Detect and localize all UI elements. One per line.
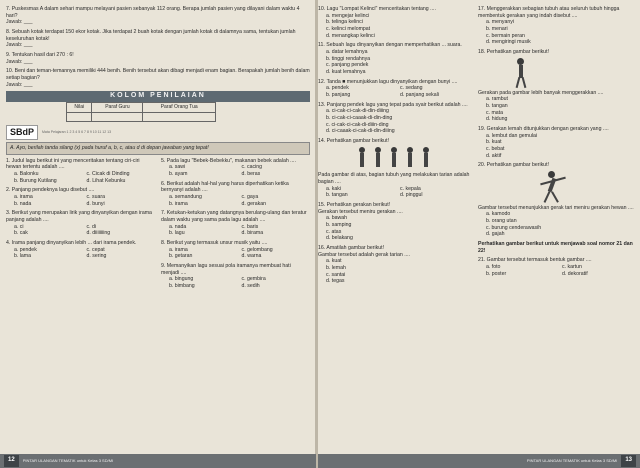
option[interactable]: b. poster — [486, 270, 507, 277]
option[interactable]: b. Burung Kutilang — [14, 177, 57, 184]
instruction-box: A. Ayo, berilah tanda silang (x) pada huruf a, b, c, atau d di depan jawaban yang tepat! — [6, 142, 310, 155]
option[interactable]: c. bermain peran — [486, 32, 525, 39]
option[interactable]: c. burung cenderawasih — [486, 224, 542, 231]
option[interactable]: b. orang utan — [486, 218, 517, 225]
mc-question-3: 3. Berikut yang merupakan lirik yang dinyanyikan dengan irama panjang adalah .... a. ci c. di b. cak d. diiiiiiiing — [6, 210, 155, 237]
option[interactable]: d. gajah — [486, 231, 505, 238]
option[interactable]: c. Cicak di Dinding — [86, 171, 130, 178]
option[interactable]: b. tangan — [326, 192, 348, 199]
option[interactable]: d. aktif — [486, 152, 502, 159]
option[interactable]: c. santai — [326, 271, 346, 278]
subject-header — [6, 125, 310, 141]
cell-nilai[interactable] — [67, 112, 92, 121]
option[interactable]: b. lama — [14, 253, 32, 260]
option[interactable]: c. panjang pendek — [326, 62, 369, 69]
option[interactable]: c. cepat — [86, 246, 105, 253]
mc-question-7: 7. Ketukan-ketukan yang datangnya berulang-ulang dan teratur dalam waktu yang sama pada lagu adalah .... a. nada c. baris b. lagu d. birama — [161, 210, 310, 237]
dancer-figure — [405, 147, 415, 169]
header-paraf-orang-tua: Paraf Orang Tua — [143, 103, 216, 112]
answer-line[interactable]: Jawab: ___ — [6, 19, 33, 26]
option[interactable]: b. ci-cak-ci-caaak-di-din-ding — [326, 114, 393, 121]
option[interactable]: d. sedih — [241, 282, 260, 289]
option[interactable]: d. tegas — [326, 278, 345, 285]
header-paraf-guru: Paraf Guru — [92, 103, 143, 112]
option[interactable]: b. cak — [14, 230, 28, 237]
page-number: 13 — [621, 455, 636, 467]
footer-right — [318, 454, 640, 468]
mc-question-12: 12. Tanda ■ menunjukkan lagu dinyanyikan dengan bunyi .... a. pendek c. sedang b. panjang d. panjang sekali — [318, 79, 470, 99]
option[interactable]: a. irama — [14, 194, 33, 201]
option[interactable]: d. warna — [241, 253, 262, 260]
instruction-21-22: Perhatikan gambar berikut untuk menjawab soal nomor 21 dan 22! — [478, 241, 633, 254]
option[interactable]: a. irama — [169, 246, 188, 253]
option[interactable]: c. kepala — [400, 185, 421, 192]
dancer-figure — [357, 147, 367, 169]
option[interactable]: a. ci — [14, 223, 24, 230]
mc-question-8: 8. Berikut yang termasuk unsur musik yaitu .... a. irama c. gelombang b. getaran d. warna — [161, 240, 310, 260]
subject-strip: Mata Pelajaran 1 2 3 4 5 6 7 8 9 10 11 12 13 — [42, 130, 112, 135]
option[interactable]: b. lemah — [326, 265, 346, 271]
option[interactable]: c. baris — [241, 223, 259, 230]
option[interactable]: d. belakang — [326, 235, 353, 242]
option[interactable]: b. tangan — [486, 102, 508, 109]
option[interactable]: b. panjang — [326, 91, 351, 98]
option[interactable]: d. sering — [86, 253, 107, 260]
mc-question-14: 14. Perhatikan gambar berikut! Pada gambar di atas, bagian tubuh yang melakukan tarian adalah bagian .... a. kaki c. kepala b. tangan d. pinggul — [318, 137, 470, 199]
option[interactable]: a. nada — [169, 223, 187, 230]
left-page — [6, 6, 310, 293]
option[interactable]: d. panjang sekali — [400, 91, 439, 98]
mc-column-left — [6, 158, 155, 293]
option[interactable]: d. kuat lemahnya — [326, 68, 366, 75]
option[interactable]: a. kamodo — [486, 211, 511, 218]
option[interactable]: c. mata — [486, 109, 504, 116]
option[interactable]: a. menyanyi — [486, 19, 514, 26]
option[interactable]: a. foto — [486, 264, 501, 271]
option[interactable]: b. ayam — [169, 171, 188, 178]
option[interactable]: a. mengejar kelinci — [326, 12, 370, 19]
option[interactable]: d. birama — [241, 230, 264, 237]
dancer-figure — [421, 147, 431, 169]
option[interactable]: b. lagu — [169, 230, 185, 237]
footer-text: PINTAR ULANGAN TEMATIK untuk Kelas 3 SD/MI — [526, 458, 618, 464]
option[interactable]: c. cacing — [241, 164, 262, 171]
right-page-column-2 — [478, 6, 634, 280]
option[interactable]: c. di — [86, 223, 97, 230]
option[interactable]: c. ci-cak-ci-cak-di-diiin-ding — [326, 121, 389, 128]
option[interactable]: b. nada — [14, 200, 32, 207]
mc-question-13: 13. Panjang pendek lagu yang tepat pada syair berikut adalah .... a. ci-cak-ci-cak-di-din-diiing b. ci-cak-ci-caaak-di-din-ding c. ci-cak-ci-cak-di-diiin-ding d. ci-caaak-ci-cak-di-din-diiing — [318, 102, 470, 135]
option[interactable]: d. hidung — [486, 116, 508, 123]
option[interactable]: c. atas — [326, 228, 342, 235]
option[interactable]: c. gaya — [241, 194, 259, 201]
mc-question-5: 5. Pada lagu "Bebek-Bebekku", makanan bebek adalah .... a. sawi c. cacing b. ayam d. beras — [161, 158, 310, 178]
right-page-column-1 — [318, 6, 470, 288]
cell-paraf-guru[interactable] — [92, 112, 143, 121]
option[interactable]: d. ci-caaak-ci-cak-di-din-diiing — [326, 128, 395, 135]
option[interactable]: a. sawi — [169, 164, 186, 171]
mc-question-6: 6. Berikut adalah hal-hal yang harus diperhatikan ketika bernyanyi adalah .... a. semandung c. gaya b. irama d. gerakan — [161, 181, 310, 208]
dancer-bird-pose-illustration — [536, 171, 576, 203]
option[interactable]: c. suara — [86, 194, 105, 201]
dancer-figure — [373, 147, 383, 169]
option[interactable]: d. menangkap kelinci — [326, 32, 375, 39]
option[interactable]: a. bawah — [326, 215, 348, 222]
option[interactable]: d. pinggul — [400, 192, 423, 199]
mc-question-19: 19. Gerakan lemah ditunjukkan dengan gerakan yang .... a. lembut dan gemulai b. kuat c. bebat d. aktif — [478, 126, 634, 159]
option[interactable]: b. samping — [326, 222, 352, 229]
question-7: 7. Puskesmas A dalam sehari mampu melayani pasien sebanyak 112 orang. Berapa jumlah pasien yang dilayani dalam waktu 4 hari? Jawab: ___ — [6, 6, 310, 26]
option[interactable]: c. sedang — [400, 85, 423, 92]
question-8: 8. Sebuah kotak terdapat 150 ekor kotak. Jika terdapat 2 buah kotak dengan jumlah kotak di dalamnya sama, tentukan jumlah keseluruhan kotak! Jawab: ___ — [6, 29, 310, 49]
footer-text: PINTAR ULANGAN TEMATIK untuk Kelas 3 SD/MI — [22, 458, 114, 464]
option[interactable]: c. kelinci melompat — [326, 25, 371, 32]
mc-question-11: 11. Sebuah lagu dinyanyikan dengan memperhatikan ... suara. a. datar lemahnya b. tinggi rendahnya c. panjang pendek d. kuat lemahnya — [318, 42, 470, 75]
option[interactable]: b. irama — [169, 200, 188, 207]
question-9: 9. Tentukan hasil dari 270 : 6! Jawab: ___ — [6, 52, 310, 65]
option[interactable]: d. beras — [241, 171, 261, 178]
option[interactable]: c. gelombang — [241, 246, 273, 253]
option[interactable]: d. bunyi — [86, 200, 105, 207]
option[interactable]: d. diiiiiiiing — [86, 230, 111, 237]
option[interactable]: a. lembut dan gemulai — [486, 132, 538, 139]
mc-question-9: 9. Memanyikan lagu sesuai pola iramanya membuat hati menjadi .... a. bingung c. gembira b. bimbang d. sedih — [161, 263, 310, 290]
option[interactable]: a. ci-cak-ci-cak-di-din-diiing — [326, 108, 389, 115]
option[interactable]: a. Balonku — [14, 171, 39, 178]
mc-question-4: 4. Irama panjang dinyanyikan lebih ... dari irama pendek. a. pendek c. cepat b. lama d. sering — [6, 240, 155, 260]
mc-question-16: 16. Amatilah gambar berikut! Gambar tersebut adalah gerak tarian .... a. kuat b. lemah c. santai d. tegas — [318, 245, 470, 285]
header-nilai: Nilai — [67, 103, 92, 112]
option[interactable]: c. kartun — [562, 264, 582, 271]
mc-column-right — [161, 158, 310, 293]
option[interactable]: d. dekoratif — [562, 270, 588, 277]
cell-paraf-orang-tua[interactable] — [143, 112, 216, 121]
mc-question-20: 20. Perhatikan gambar berikut! Gambar tersebut menunjukkan gerak tari meniru gerakan hewan .... a. kamodo b. orang utan c. burung cenderawasih d. gajah — [478, 162, 634, 238]
option[interactable]: a. rambut — [486, 96, 508, 103]
option[interactable]: b. telinga kelinci — [326, 19, 363, 26]
mc-question-15: 15. Perhatikan gerakan berikut! Gerakan tersebut meniru gerakan .... a. bawah b. samping c. atas d. belakang — [318, 202, 470, 242]
page-number: 12 — [4, 455, 19, 467]
answer-line[interactable]: Jawab: ___ — [6, 81, 33, 88]
option[interactable]: a. datar lemahnya — [326, 48, 368, 55]
subject-logo: SBdP — [6, 125, 38, 141]
option[interactable]: a. bingung — [169, 276, 194, 283]
mc-columns — [6, 158, 310, 293]
assessment-banner: KOLOM PENILAIAN — [6, 91, 310, 102]
option[interactable]: b. getaran — [169, 253, 193, 260]
footer-left — [0, 454, 316, 468]
dancer-illustration — [508, 58, 534, 88]
option[interactable]: b. tinggi rendahnya — [326, 55, 371, 62]
option[interactable]: a. kaki — [326, 185, 341, 192]
option[interactable]: c. bebat — [486, 145, 505, 152]
dancer-figure — [389, 147, 399, 169]
mc-question-2: 2. Panjang pendeknya lagu disebut .... a. irama c. suara b. nada d. bunyi — [6, 187, 155, 207]
option[interactable]: b. menari — [486, 25, 508, 32]
option[interactable]: d. mengiringi musik — [486, 39, 531, 46]
answer-line[interactable]: Jawab: ___ — [6, 58, 33, 65]
mc-question-21: 21. Gambar tersebut termasuk bentuk gambar .... a. foto c. kartun b. poster d. dekoratif — [478, 257, 634, 277]
mc-question-10: 10. Lagu "Lompat Kelinci" menceritakan tentang .... a. mengejar kelinci b. telinga kelinci c. kelinci melompat d. menangkap kelinci — [318, 6, 470, 39]
dancers-illustration — [318, 147, 470, 169]
option[interactable]: b. bimbang — [169, 282, 195, 289]
option[interactable]: a. semandung — [169, 194, 202, 201]
answer-line[interactable]: Jawab: ___ — [6, 42, 33, 49]
mc-question-18: 18. Perhatikan gambar berikut! Gerakan pada gambar lebih banyak menggerakkan .... a. rambut b. tangan c. mata d. hidung — [478, 49, 634, 123]
option[interactable]: d. gerakan — [241, 200, 267, 207]
option[interactable]: c. gembira — [241, 276, 266, 283]
option[interactable]: d. Lihat Kebunku — [86, 177, 126, 184]
option[interactable]: b. kuat — [486, 139, 502, 146]
question-10: 10. Beni dan teman-temannya memiliki 444 benih. Benih tersebut akan dibagi menjadi enam bagian. Berapakah jumlah benih dalam setiap bagian? Jawab: ___ — [6, 68, 310, 88]
mc-question-1: 1. Judul lagu berikut ini yang menceritakan tentang ciri-ciri hewan tertentu adalah .... a. Balonku c. Cicak di Dinding b. Burung Kutilang d. Lihat Kebunku — [6, 158, 155, 185]
option[interactable]: a. pendek — [14, 246, 37, 253]
mc-question-17: 17. Menggerakkan sebagian tubuh atau seluruh tubuh hingga membentuk gerakan yang indah disebut .... a. menyanyi b. menari c. bermain peran d. mengiringi musik — [478, 6, 634, 46]
option[interactable]: a. pendek — [326, 85, 349, 92]
assessment-table — [66, 102, 216, 121]
option[interactable]: a. kuat — [326, 258, 342, 265]
